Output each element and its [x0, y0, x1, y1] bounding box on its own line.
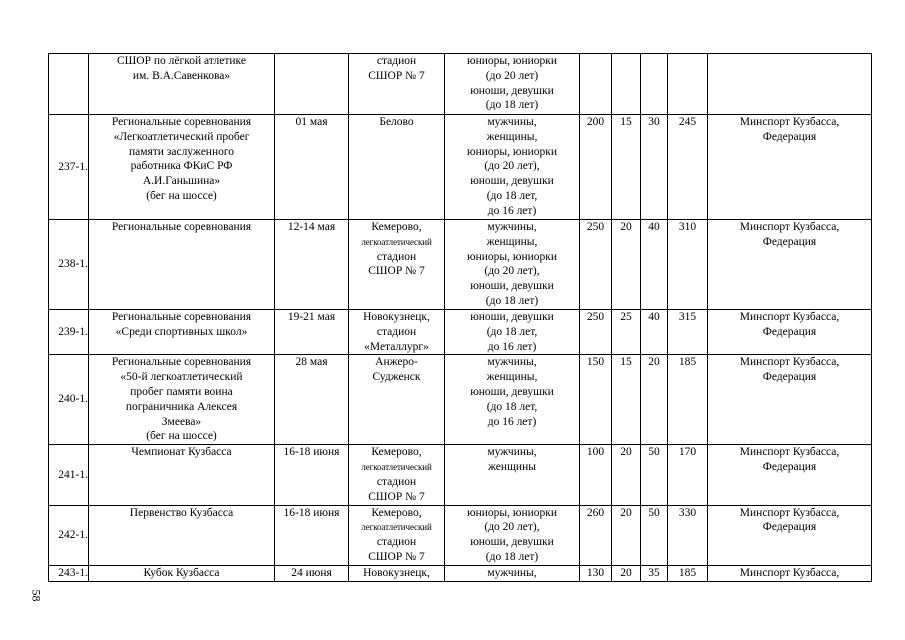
organizer	[708, 445, 872, 505]
row-number: 239-1.	[49, 310, 89, 355]
event-name	[89, 54, 275, 115]
event-name	[89, 505, 275, 565]
table-row	[49, 310, 872, 355]
event-place-line: стадион	[376, 250, 417, 263]
organizer-line: Минспорт Кузбасса,	[739, 221, 840, 233]
organizer	[708, 565, 872, 581]
table-body	[49, 54, 872, 582]
coaches-count: 15	[612, 355, 641, 445]
participants-count: 130	[580, 565, 612, 581]
event-place	[349, 54, 445, 115]
event-name	[89, 565, 275, 581]
event-name-line: Региональные соревнования	[111, 311, 252, 323]
event-name-line: Региональные соревнования	[111, 116, 252, 128]
participant-category-line: женщины	[488, 461, 536, 474]
event-place	[349, 220, 445, 310]
event-place-line: СШОР № 7	[368, 69, 425, 82]
table-row	[49, 355, 872, 445]
organizer-line: Минспорт Кузбасса,	[739, 446, 840, 459]
event-place-line: СШОР № 7	[368, 550, 425, 563]
event-name-line: памяти заслуженного	[128, 145, 235, 158]
event-date: 28 мая	[275, 355, 349, 445]
event-place-line: Анжеро-	[375, 356, 418, 369]
participant-category-line: (до 20 лет),	[484, 160, 540, 173]
table-row	[49, 445, 872, 505]
event-place-line: СШОР № 7	[368, 490, 425, 503]
judges-count: 50	[641, 445, 668, 505]
event-date: 16-18 июня	[275, 445, 349, 505]
participant-category-line: юноши, девушки	[470, 536, 554, 549]
participant-category-line: юниоры, юниорки	[466, 506, 558, 519]
organizer-line: Минспорт Кузбасса,	[739, 356, 840, 369]
event-place-line: Кемерово,	[371, 506, 422, 519]
participant-category-line: (до 18 лет,	[486, 400, 538, 413]
participant-category	[445, 565, 580, 581]
event-place-line: стадион	[376, 325, 417, 338]
participant-category-line: юниоры, юниорки	[466, 250, 558, 263]
event-name-line: А.И.Ганьшина»	[142, 175, 221, 188]
event-place-line: легкоатлетический	[361, 522, 432, 533]
participant-category	[445, 54, 580, 115]
organizer-line: Федерация	[762, 521, 817, 534]
participant-category-line: до 16 лет)	[487, 204, 537, 217]
event-name-line: Чемпионат Кузбасса	[131, 446, 232, 459]
event-place	[349, 445, 445, 505]
coaches-count: 25	[612, 310, 641, 355]
organizer	[708, 115, 872, 220]
event-place	[349, 565, 445, 581]
organizer-line: Минспорт Кузбасса,	[739, 311, 840, 323]
event-place-line: стадион	[376, 55, 417, 67]
total-count: 185	[668, 355, 708, 445]
coaches-count: 20	[612, 505, 641, 565]
participants-count: 150	[580, 355, 612, 445]
event-place-line: Судженск	[372, 371, 421, 384]
table-row	[49, 220, 872, 310]
event-name	[89, 445, 275, 505]
participants-count: 100	[580, 445, 612, 505]
organizer-line: Федерация	[762, 325, 817, 338]
table-row	[49, 565, 872, 581]
table-row	[49, 505, 872, 565]
participant-category	[445, 445, 580, 505]
participants-count: 260	[580, 505, 612, 565]
event-place-line: Кемерово,	[371, 221, 422, 233]
organizer-line: Федерация	[762, 371, 817, 384]
judges-count: 50	[641, 505, 668, 565]
participant-category-line: мужчины,	[487, 116, 537, 128]
judges-count: 30	[641, 115, 668, 220]
organizer	[708, 505, 872, 565]
coaches-count: 15	[612, 115, 641, 220]
event-place-line: Кемерово,	[371, 446, 422, 459]
organizer-line: Федерация	[762, 235, 817, 248]
event-place-line: легкоатлетический	[361, 462, 432, 473]
organizer-line: Федерация	[762, 461, 817, 474]
page-number: 58	[29, 589, 44, 602]
event-place-line: СШОР № 7	[368, 265, 425, 278]
event-date: 01 мая	[275, 115, 349, 220]
event-name-line: СШОР по лёгкой атлетике	[117, 55, 246, 67]
event-name-line: (бег на шоссе)	[146, 189, 217, 202]
schedule-table	[48, 53, 872, 582]
coaches-count	[612, 54, 641, 115]
total-count: 245	[668, 115, 708, 220]
coaches-count: 20	[612, 565, 641, 581]
event-name	[89, 220, 275, 310]
row-number: 238-1.	[49, 220, 89, 310]
event-date: 12-14 мая	[275, 220, 349, 310]
organizer	[708, 54, 872, 115]
event-date: 16-18 июня	[275, 505, 349, 565]
event-date: 24 июня	[275, 565, 349, 581]
participant-category-line: (до 18 лет)	[485, 550, 539, 563]
event-date: 19-21 мая	[275, 310, 349, 355]
event-name-line: (бег на шоссе)	[146, 430, 217, 443]
coaches-count: 20	[612, 445, 641, 505]
event-name-line: пограничника Алексея	[125, 400, 238, 413]
event-place	[349, 505, 445, 565]
participant-category	[445, 115, 580, 220]
participant-category-line: мужчины,	[487, 446, 537, 459]
table-row	[49, 54, 872, 115]
judges-count: 40	[641, 220, 668, 310]
event-place-line: Новокузнецк,	[363, 566, 430, 579]
participants-count: 250	[580, 310, 612, 355]
event-place-line: стадион	[376, 536, 417, 549]
judges-count: 20	[641, 355, 668, 445]
row-number	[49, 54, 89, 115]
participant-category-line: женщины,	[486, 130, 538, 143]
total-count: 185	[668, 565, 708, 581]
judges-count: 40	[641, 310, 668, 355]
event-place	[349, 355, 445, 445]
participant-category-line: юноши, девушки	[470, 385, 554, 398]
organizer-line: Федерация	[762, 130, 817, 143]
event-place	[349, 310, 445, 355]
participant-category	[445, 220, 580, 310]
total-count: 170	[668, 445, 708, 505]
total-count: 330	[668, 505, 708, 565]
coaches-count: 20	[612, 220, 641, 310]
event-date	[275, 54, 349, 115]
participant-category-line: юноши, девушки	[470, 175, 554, 188]
participant-category-line: мужчины,	[487, 356, 537, 369]
event-place-line: легкоатлетический	[361, 236, 432, 247]
participant-category-line: (до 20 лет),	[484, 521, 540, 534]
participant-category-line: юноши, девушки	[470, 311, 554, 323]
organizer	[708, 310, 872, 355]
event-name-line: пробег памяти воина	[130, 385, 233, 398]
event-name-line: Кубок Кузбасса	[143, 566, 220, 579]
total-count	[668, 54, 708, 115]
organizer-line: Минспорт Кузбасса,	[739, 506, 840, 519]
participant-category-line: юниоры, юниорки	[466, 145, 558, 158]
event-name	[89, 310, 275, 355]
total-count: 310	[668, 220, 708, 310]
participants-count	[580, 54, 612, 115]
participant-category-line: (до 18 лет)	[485, 99, 539, 112]
event-name	[89, 115, 275, 220]
participant-category-line: (до 20 лет),	[484, 265, 540, 278]
participant-category-line: юноши, девушки	[470, 84, 554, 97]
organizer-line: Минспорт Кузбасса,	[739, 116, 840, 128]
event-name-line: Змеева»	[161, 415, 202, 428]
participant-category-line: до 16 лет)	[487, 340, 537, 353]
event-name-line: Региональные соревнования	[111, 221, 252, 233]
event-place-line: стадион	[376, 475, 417, 488]
participant-category	[445, 505, 580, 565]
row-number: 243-1.	[49, 565, 89, 581]
organizer	[708, 355, 872, 445]
event-place	[349, 115, 445, 220]
event-name	[89, 355, 275, 445]
row-number: 241-1.	[49, 445, 89, 505]
event-name-line: Региональные соревнования	[111, 356, 252, 369]
judges-count: 35	[641, 565, 668, 581]
participant-category-line: (до 18 лет)	[485, 294, 539, 307]
participant-category-line: мужчины,	[487, 566, 537, 579]
participant-category-line: юниоры, юниорки	[466, 55, 558, 67]
event-name-line: «50-й легкоатлетический	[120, 371, 243, 384]
event-place-line: «Металлург»	[364, 340, 429, 353]
event-name-line: «Среди спортивных школ»	[115, 325, 248, 338]
participant-category-line: (до 20 лет)	[485, 69, 539, 82]
participant-category-line: мужчины,	[487, 221, 537, 233]
event-name-line: работника ФКиС РФ	[130, 160, 233, 173]
participant-category-line: (до 18 лет,	[486, 189, 538, 202]
event-place-line: Новокузнецк,	[363, 311, 430, 323]
participant-category	[445, 355, 580, 445]
row-number: 237-1.	[49, 115, 89, 220]
participant-category-line: (до 18 лет,	[486, 325, 538, 338]
organizer	[708, 220, 872, 310]
participants-count: 200	[580, 115, 612, 220]
event-name-line: им. В.А.Савенкова»	[132, 69, 231, 82]
row-number: 240-1.	[49, 355, 89, 445]
event-place-line: Белово	[379, 116, 414, 128]
event-name-line: Первенство Кузбасса	[129, 506, 234, 519]
participant-category-line: до 16 лет)	[487, 415, 537, 428]
judges-count	[641, 54, 668, 115]
event-name-line: «Легкоатлетический пробег	[113, 130, 250, 143]
participant-category-line: женщины,	[486, 235, 538, 248]
organizer-line: Минспорт Кузбасса,	[739, 566, 840, 579]
row-number: 242-1.	[49, 505, 89, 565]
participants-count: 250	[580, 220, 612, 310]
total-count: 315	[668, 310, 708, 355]
participant-category-line: юноши, девушки	[470, 280, 554, 293]
table-row	[49, 115, 872, 220]
participant-category	[445, 310, 580, 355]
participant-category-line: женщины,	[486, 371, 538, 384]
